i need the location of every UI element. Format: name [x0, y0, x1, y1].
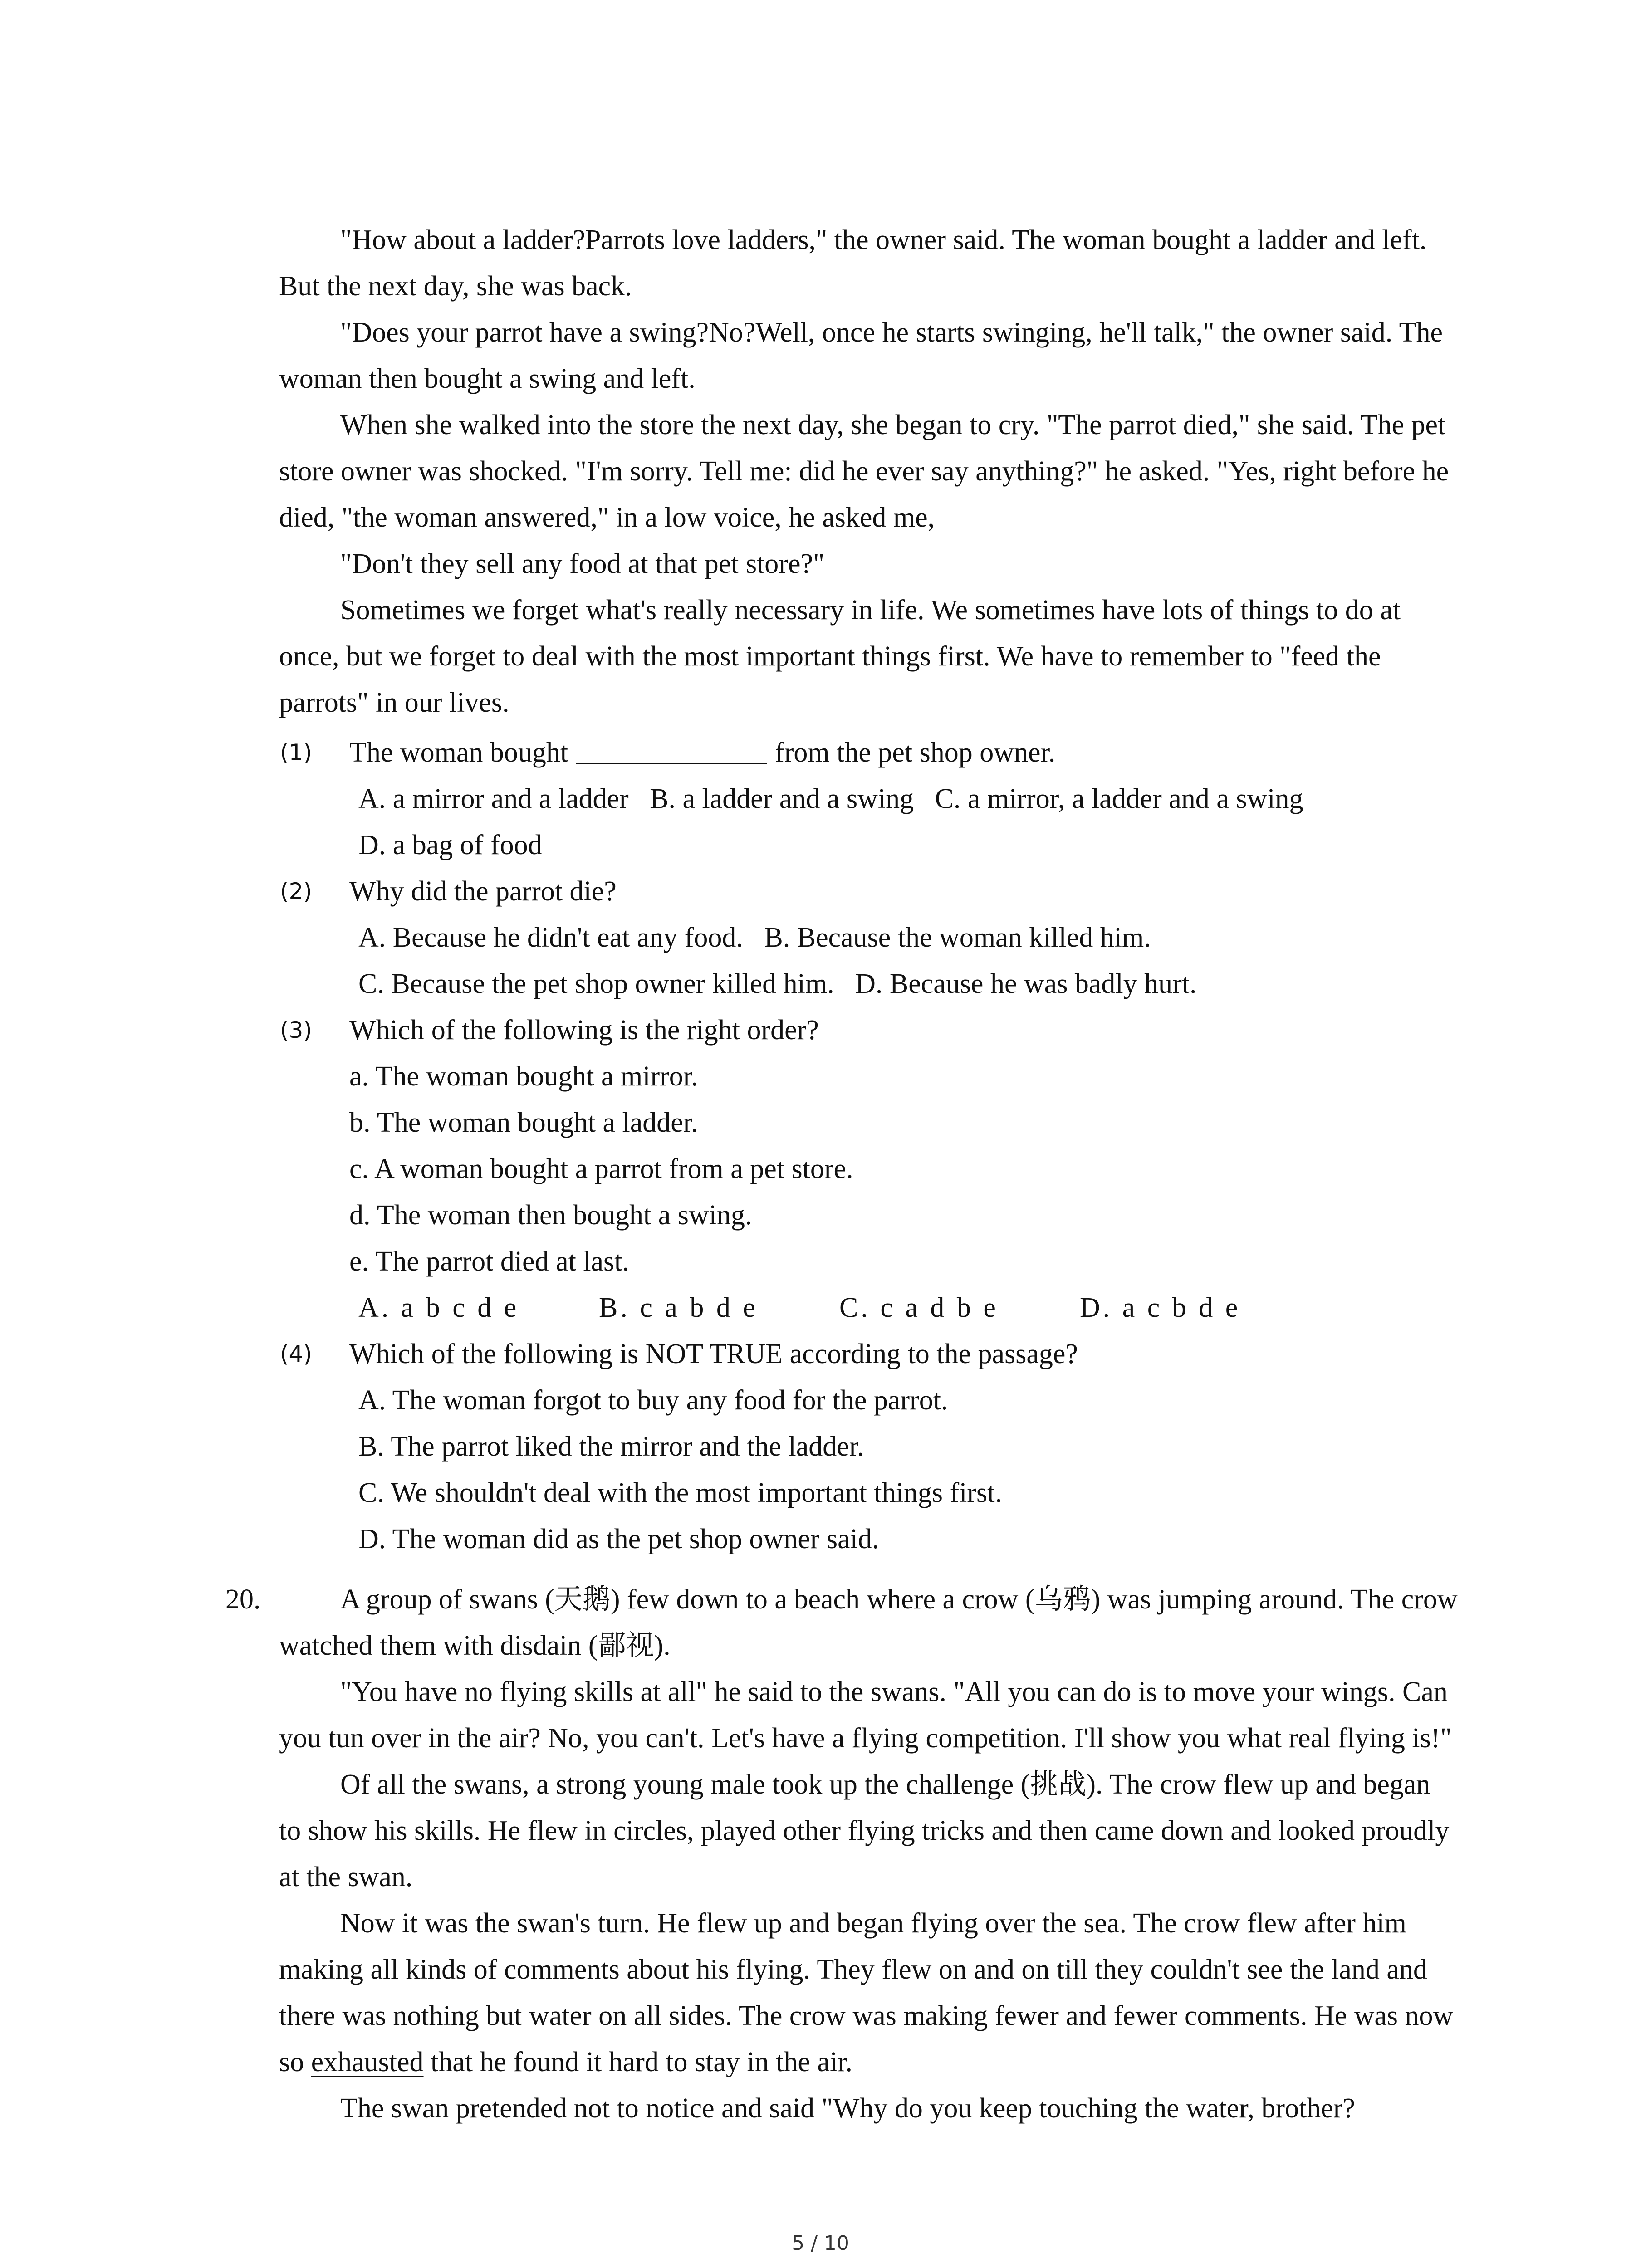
section-number: 20. — [225, 1584, 261, 1615]
section20-paragraph-5: The swan pretended not to notice and said "Why do you keep touching the water, brother? — [340, 2093, 1355, 2124]
question-4-text: Which of the following is NOT TRUE according to the passage? — [349, 1339, 1078, 1369]
question-4-option: A. The woman forgot to buy any food for the parrot. — [358, 1385, 948, 1416]
story1-paragraph-2: "Does your parrot have a swing?No?Well, once he starts swinging, he'll talk," the owner said. The woman then bought a swing and left. — [279, 317, 1443, 394]
order-item: e. The parrot died at last. — [349, 1246, 629, 1277]
question-number: (4) — [280, 1341, 312, 1367]
story1-paragraph-3: When she walked into the store the next day, she began to cry. "The parrot died," she said. The pet store owner was shocked. "I'm sorry. Tell me: did he ever say anything?" he asked. "Yes, right before he died, "the woman answered," in a low voice, he asked me, — [279, 410, 1449, 533]
question-2-options-line-1: A. Because he didn't eat any food. B. Because the woman killed him. — [358, 922, 1151, 953]
question-number: (2) — [280, 878, 312, 904]
question-1-options-line-2: D. a bag of food — [358, 830, 542, 860]
question-4 — [279, 1331, 1459, 1377]
order-item: a. The woman bought a mirror. — [349, 1061, 698, 1092]
section20-paragraph-1: A group of swans (天鹅) few down to a beach where a crow (乌鸦) was jumping around. The crow watched them with disdain (鄙视). — [279, 1584, 1458, 1661]
question-3-choices — [279, 1285, 1459, 1331]
question-2-options-line-2: C. Because the pet shop owner killed him. D. Because he was badly hurt. — [358, 968, 1197, 999]
paragraph-4-tail: that he found it hard to stay in the air. — [431, 2047, 852, 2077]
paragraph-4-text: Now it was the swan's turn. He flew up and began flying over the sea. The crow flew after him making all kinds of comments about his flying. They flew on and on till they couldn't see the land and there was nothing but water on all sides. The crow was making fewer and fewer comments. He was now so — [279, 1908, 1454, 2077]
question-2-text: Why did the parrot die? — [349, 876, 617, 907]
question-number: (3) — [280, 1017, 312, 1043]
underlined-word: exhausted — [311, 2047, 424, 2077]
story1-paragraph-4: "Don't they sell any food at that pet store?" — [340, 548, 825, 579]
question-4-option: D. The woman did as the pet shop owner said. — [358, 1524, 879, 1554]
story1-section — [279, 217, 1459, 1562]
question-3-text: Which of the following is the right order? — [349, 1015, 819, 1046]
question-number: (1) — [280, 739, 312, 766]
section20-paragraph-3: Of all the swans, a strong young male took up the challenge (挑战). The crow flew up and began to show his skills. He flew in circles, played other flying tricks and then came down and looked proudly at the swan. — [279, 1769, 1450, 1892]
story1-paragraph-1: "How about a ladder?Parrots love ladders," the owner said. The woman bought a ladder and left. But the next day, she was back. — [279, 225, 1427, 302]
question-3 — [279, 1007, 1459, 1053]
question-1 — [279, 729, 1459, 776]
order-item: b. The woman bought a ladder. — [349, 1107, 698, 1138]
choice-c: C. c a d b e — [839, 1292, 999, 1323]
question-1-options-line-1: A. a mirror and a ladder B. a ladder and a swing C. a mirror, a ladder and a swing — [358, 783, 1303, 814]
choice-d: D. a c b d e — [1080, 1292, 1241, 1323]
page-number: 5 / 10 — [792, 2232, 849, 2255]
question-1-text-after: from the pet shop owner. — [775, 737, 1056, 768]
section20-paragraph-2: "You have no flying skills at all" he said to the swans. "All you can do is to move your wings. Can you tun over in the air? No, you can't. Let's have a flying competition. I'll show you what real flying is!" — [279, 1677, 1452, 1754]
question-4-option: B. The parrot liked the mirror and the ladder. — [358, 1431, 864, 1462]
question-2 — [279, 868, 1459, 914]
question-4-option: C. We shouldn't deal with the most important things first. — [358, 1477, 1002, 1508]
section20-paragraph-4 — [279, 1900, 1459, 2085]
order-item: c. A woman bought a parrot from a pet store. — [349, 1154, 853, 1184]
order-item: d. The woman then bought a swing. — [349, 1200, 752, 1231]
question-1-text-before: The woman bought — [349, 737, 568, 768]
story1-paragraph-5: Sometimes we forget what's really necessary in life. We sometimes have lots of things to do at once, but we forget to deal with the most important things first. We have to remember to "feed the parrots" in our lives. — [279, 595, 1401, 718]
answer-blank — [576, 734, 767, 764]
choice-a: A. a b c d e — [358, 1292, 519, 1323]
choice-b: B. c a b d e — [599, 1292, 758, 1323]
